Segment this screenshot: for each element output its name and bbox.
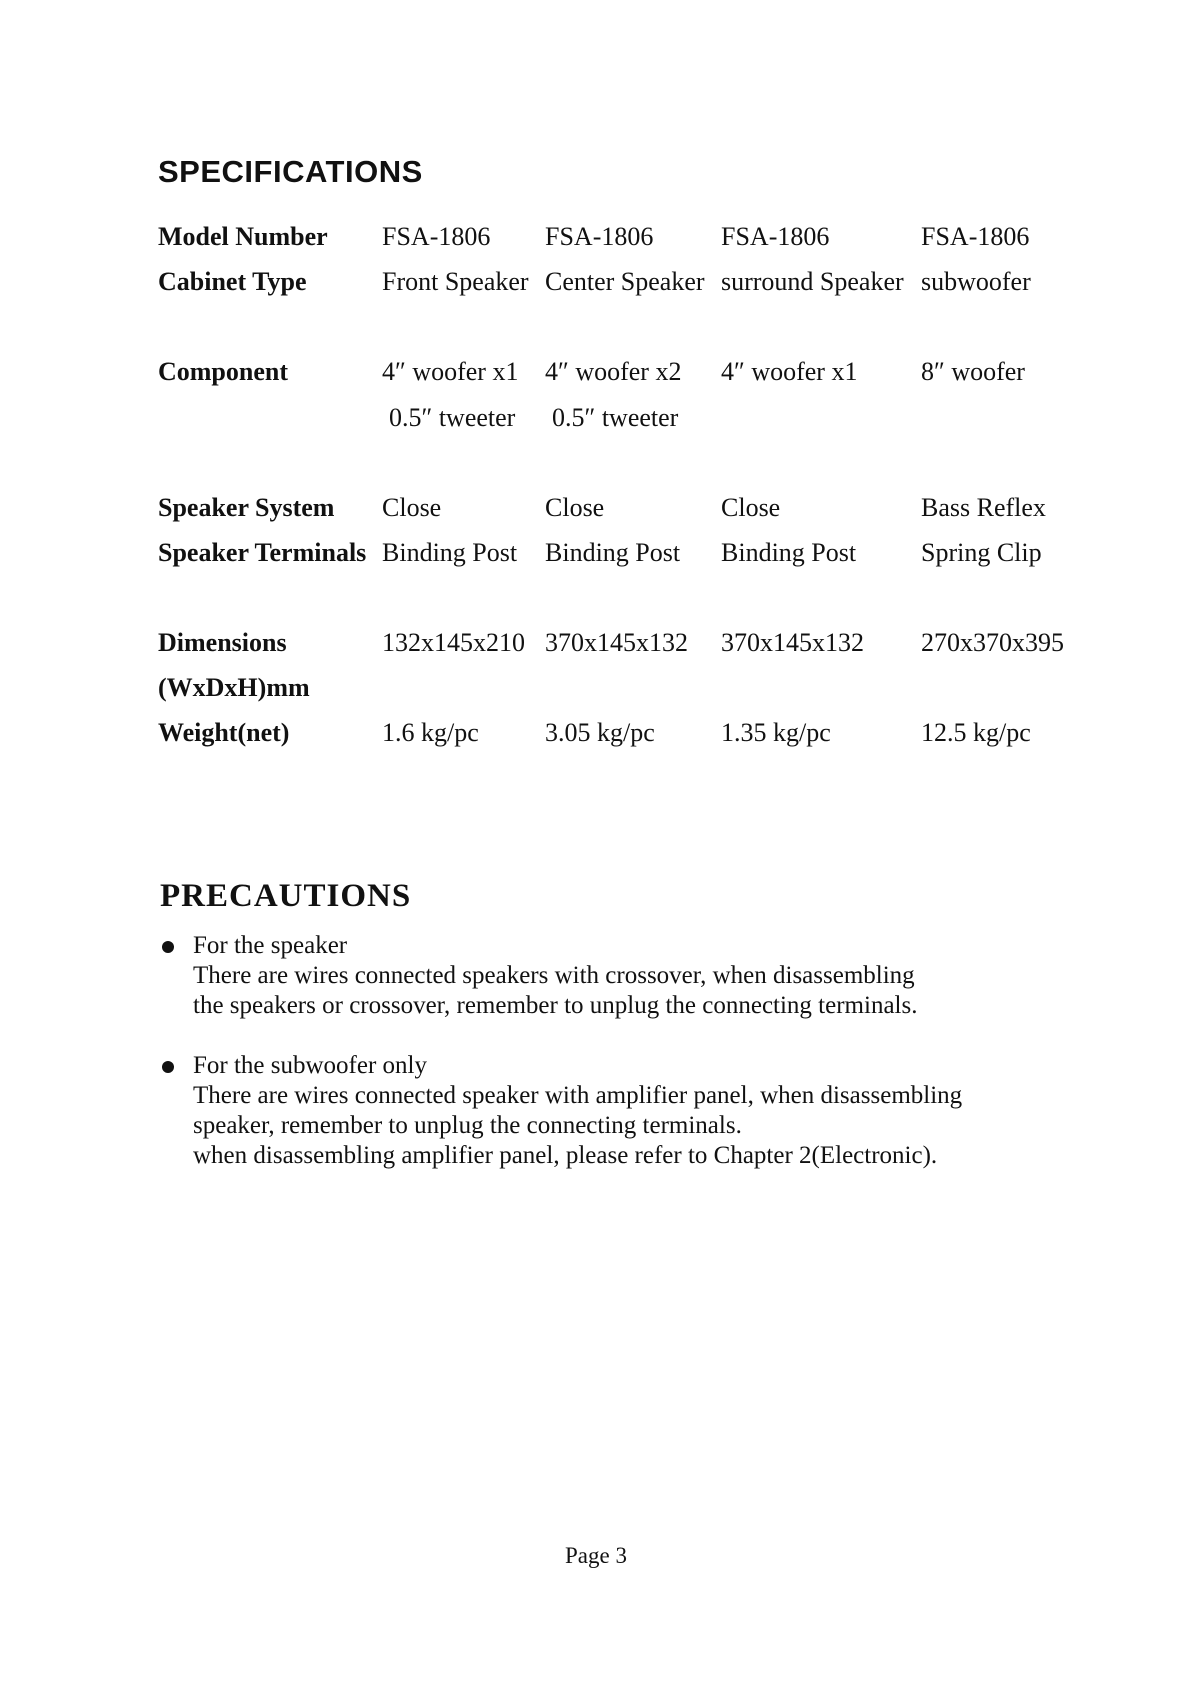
spec-label: Component [158, 357, 289, 386]
spec-cell: Binding Post [721, 538, 857, 567]
spec-cell: Binding Post [382, 538, 518, 567]
spec-label: Model Number [158, 222, 328, 251]
specifications-heading: SPECIFICATIONS [158, 154, 423, 189]
spec-label: Weight(net) [158, 718, 290, 747]
spec-cell: Binding Post [545, 538, 681, 567]
spec-label: Cabinet Type [158, 267, 307, 296]
spec-row-component-tweeter [158, 403, 1098, 437]
spec-cell: Front Speaker [382, 267, 529, 296]
spec-cell: FSA-1806 [545, 222, 654, 251]
spec-cell: 4″ woofer x1 [721, 357, 858, 386]
precaution-line: the speakers or crossover, remember to unplug the connecting terminals. [193, 992, 918, 1019]
precaution-title: For the subwoofer only [193, 1052, 427, 1079]
spec-cell: 3.05 kg/pc [545, 718, 655, 747]
spec-cell: 132x145x210 [382, 628, 525, 657]
precautions-heading: PRECAUTIONS [160, 878, 412, 914]
spec-row-weight [158, 718, 1098, 752]
spec-row-component [158, 357, 1098, 391]
spec-cell: subwoofer [921, 267, 1031, 296]
precaution-line: when disassembling amplifier panel, please refer to Chapter 2(Electronic). [193, 1142, 938, 1169]
spec-cell: Close [545, 493, 605, 522]
spec-label: Dimensions [158, 628, 287, 657]
spec-cell: Close [382, 493, 442, 522]
spec-cell: 0.5″ tweeter [389, 403, 516, 432]
spec-cell: Bass Reflex [921, 493, 1046, 522]
spec-cell: 370x145x132 [545, 628, 688, 657]
spec-row-speaker-system [158, 493, 1098, 527]
spec-cell: Center Speaker [545, 267, 705, 296]
spec-cell: FSA-1806 [921, 222, 1030, 251]
spec-cell: FSA-1806 [382, 222, 491, 251]
spec-cell: 1.6 kg/pc [382, 718, 479, 747]
spec-cell: 4″ woofer x1 [382, 357, 519, 386]
spec-row-model-number [158, 222, 1098, 256]
spec-label: (WxDxH)mm [158, 673, 310, 702]
spec-row-cabinet-type [158, 267, 1098, 301]
precaution-text [193, 931, 1073, 1021]
spec-row-dimensions [158, 628, 1098, 662]
spec-label: Speaker System [158, 493, 335, 522]
precaution-title: For the speaker [193, 932, 348, 959]
spec-cell: 12.5 kg/pc [921, 718, 1031, 747]
bullet-icon [162, 941, 174, 953]
spec-cell: FSA-1806 [721, 222, 830, 251]
spec-row-speaker-terminals [158, 538, 1098, 572]
spec-cell: Close [721, 493, 781, 522]
spec-label: Speaker Terminals [158, 538, 367, 567]
precaution-line: speaker, remember to unplug the connecting terminals. [193, 1112, 742, 1139]
page-number: Page 3 [565, 1543, 627, 1568]
spec-cell: 4″ woofer x2 [545, 357, 682, 386]
precaution-line: There are wires connected speakers with crossover, when disassembling [193, 962, 915, 989]
spec-cell: 1.35 kg/pc [721, 718, 831, 747]
spec-row-dimensions-unit [158, 673, 1098, 707]
spec-cell: 370x145x132 [721, 628, 864, 657]
spec-cell: Spring Clip [921, 538, 1042, 567]
spec-cell: 270x370x395 [921, 628, 1064, 657]
spec-cell: 8″ woofer [921, 357, 1025, 386]
precaution-line: There are wires connected speaker with amplifier panel, when disassembling [193, 1082, 963, 1109]
bullet-icon [162, 1061, 174, 1073]
precaution-text [193, 1051, 1073, 1171]
spec-cell: surround Speaker [721, 267, 904, 296]
spec-cell: 0.5″ tweeter [552, 403, 679, 432]
